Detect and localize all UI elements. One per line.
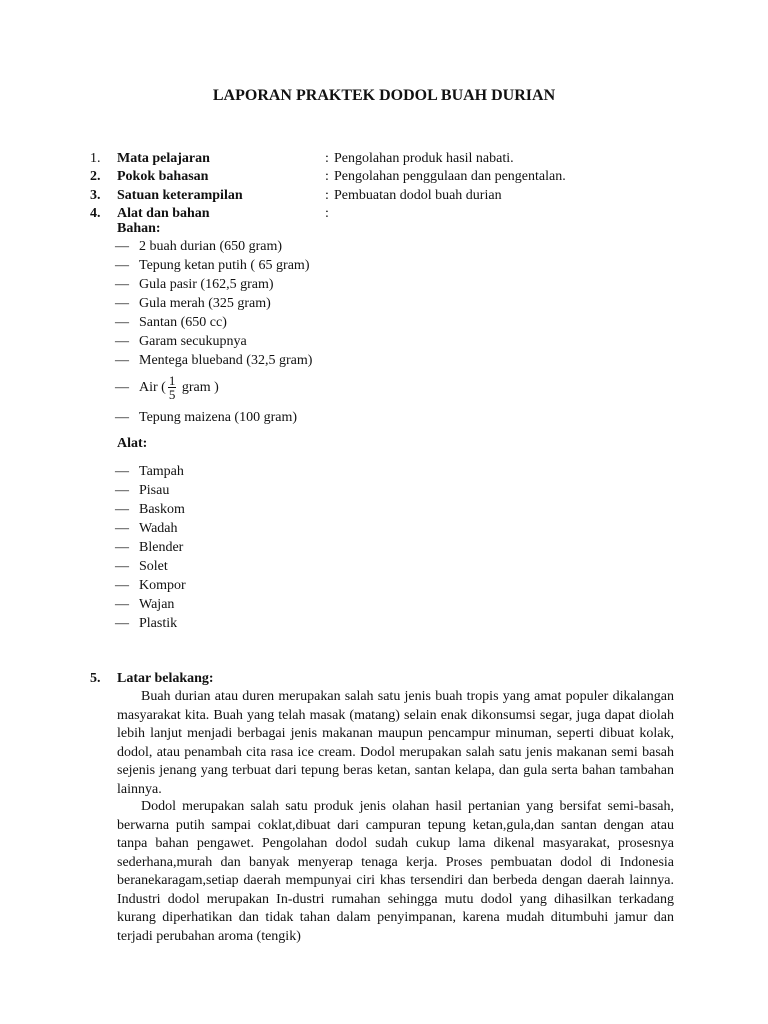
alat-heading: Alat: [117,436,148,451]
list-item [115,481,186,500]
dash-bullet: — [115,521,129,536]
info-list [90,149,566,222]
dash-bullet: — [115,353,129,368]
section-heading: Latar belakang: [117,671,214,686]
list-item [115,500,186,519]
list-item-text: Wajan [139,597,175,612]
bahan-heading: Bahan: [117,221,161,236]
list-item [115,576,186,595]
list-item-text: 2 buah durian (650 gram) [139,239,283,254]
air-suffix: gram ) [181,380,219,395]
fraction [168,374,177,401]
paragraph-2: Dodol merupakan salah satu produk jenis olahan hasil pertanian yang bersifat semi-basah, berwarna putih sampai coklat,dibuat dari campuran tepung ketan,gula,dan santan dengan atau tanpa bahan pengawet. Pengolahan dodol sudah cukup lama dikenal masyarakat, prosesnya sederhana,murah dan banyak menyerap tenaga kerja. Proses pembuatan dodol di Indonesia beranekaragam,setiap daerah mempunyai ciri khas tersendiri dan berbeda dengan daerah lainnya. Industri dodol merupakan In-dustri rumahan sehingga mutu dodol yang dihasilkan terkadang kurang diperhatikan dan tidak tahan dalam penyimpanan, karena mudah ditumbuhi jamur dan terjadi perubahan aroma (tengik) [117,799,674,944]
list-item [115,332,312,351]
list-item-text: Plastik [139,616,178,631]
list-item-text: Gula merah (325 gram) [139,296,271,311]
section-number: 5. [90,671,101,686]
info-row-mata-pelajaran [90,149,566,167]
fraction-numerator: 1 [168,373,176,389]
list-item [115,313,312,332]
dash-bullet: — [115,296,129,311]
bahan-list [115,237,312,427]
dash-bullet: — [115,334,129,349]
list-item-text: Garam secukupnya [139,334,247,349]
info-number: 2. [90,169,101,185]
list-item-text: Santan (650 cc) [139,315,227,330]
dash-bullet: — [115,597,129,612]
list-item-text: Solet [139,559,168,574]
dash-bullet: — [115,277,129,292]
dash-bullet: — [115,315,129,330]
dash-bullet: — [115,540,129,555]
info-label: Pokok bahasan [117,169,209,185]
info-separator: : [325,187,329,203]
list-item [115,275,312,294]
dash-bullet: — [115,258,129,273]
info-number: 4. [90,205,101,221]
list-item [115,595,186,614]
list-item [115,237,312,256]
info-separator: : [325,205,329,221]
info-label: Alat dan bahan [117,205,210,221]
info-value: Pengolahan produk hasil nabati. [334,151,514,166]
info-label: Satuan keterampilan [117,187,243,203]
info-value: Pembuatan dodol buah durian [334,187,502,203]
info-row-satuan-keterampilan [90,186,566,204]
list-item-text: Blender [139,540,184,555]
fraction-denominator: 5 [168,387,176,403]
list-item-text: Gula pasir (162,5 gram) [139,277,274,292]
list-item [115,519,186,538]
info-row-pokok-bahasan [90,167,566,185]
section-latar-belakang-heading [90,669,214,688]
list-item-text: Wadah [139,521,178,536]
info-label: Mata pelajaran [117,151,210,166]
dash-bullet: — [115,578,129,593]
dash-bullet: — [115,616,129,631]
list-item-text: Kompor [139,578,186,593]
info-number: 1. [90,151,101,166]
air-prefix: Air ( [139,380,166,395]
list-item-text: Mentega blueband (32,5 gram) [139,353,313,368]
list-item [115,294,312,313]
info-separator: : [325,169,329,185]
info-separator: : [325,151,329,166]
list-item [115,408,312,427]
list-item [115,614,186,633]
list-item-text: Tepung maizena (100 gram) [139,410,298,425]
info-row-alat-dan-bahan [90,204,566,222]
list-item [115,462,186,481]
dash-bullet: — [115,483,129,498]
info-number: 3. [90,187,101,203]
list-item-text: Tepung ketan putih ( 65 gram) [139,258,310,273]
dash-bullet: — [115,559,129,574]
list-item [115,557,186,576]
list-item [115,351,312,370]
alat-list [115,462,186,633]
list-item-text: Pisau [139,483,170,498]
dash-bullet: — [115,239,129,254]
dash-bullet: — [115,464,129,479]
info-value: Pengolahan penggulaan dan pengentalan. [334,169,566,185]
dash-bullet: — [115,502,129,517]
paragraph-1: Buah durian atau duren merupakan salah satu jenis buah tropis yang amat populer dikalangan masyarakat kita. Buah yang telah masak (matang) selain enak dikonsumsi segar, juga dapat diolah lebih lanjut menjadi berbagai jenis makanan maupun pencampur minuman, seperti dibuat kolak, dodol, atau penambah cita rasa ice cream. Dodol merupakan salah satu jenis makanan semi basah sejenis jenang yang terbuat dari tepung beras ketan, santan kelapa, dan gula serta bahan tambahan lainnya. [117,689,674,797]
dash-bullet: — [115,380,129,395]
list-item [115,256,312,275]
list-item-air [115,370,312,406]
dash-bullet: — [115,410,129,425]
list-item-text: Tampah [139,464,184,479]
list-item-text: Baskom [139,502,185,517]
page-title: LAPORAN PRAKTEK DODOL BUAH DURIAN [212,87,556,104]
list-item [115,538,186,557]
